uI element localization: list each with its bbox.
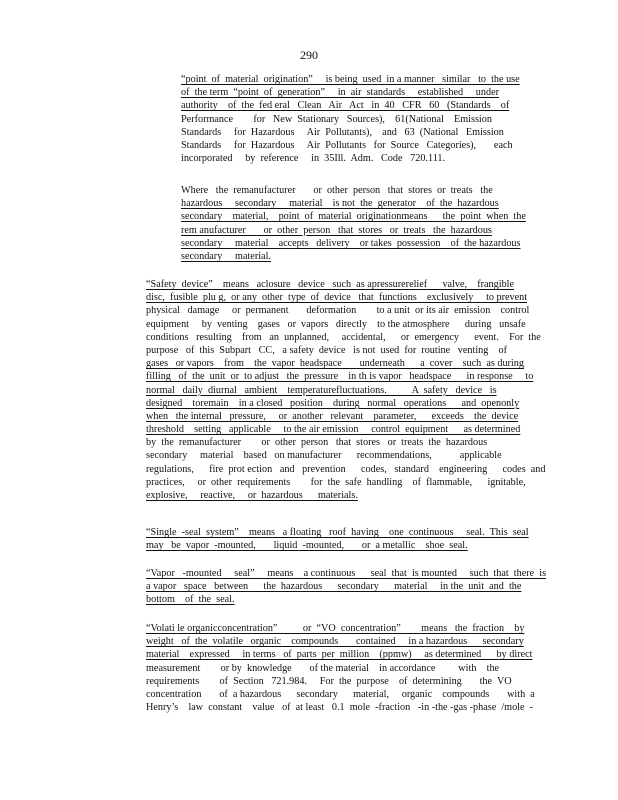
- text-line: “point of material origination” is being used in a manner similar to the use: [181, 74, 520, 85]
- text-line: concentration of a hazardous secondary material, organic compounds with a: [146, 688, 535, 700]
- text-line: weight of the volatile organic compounds contained in a hazardous secondary: [146, 636, 524, 648]
- text-line: a vapor space between the hazardous secondary material in the unit and the: [146, 581, 522, 593]
- text-line: “Safety device” means aclosure device such as apressurerelief valve, frangible: [146, 279, 515, 290]
- paragraph-point-of-material-origination: [181, 73, 543, 165]
- text-line: when the internal pressure, or another relevant parameter, exceeds the device: [146, 410, 519, 422]
- text-line: practices, or other requirements for the safe handling of flammable, ignitable,: [146, 476, 526, 488]
- text-line: equipment by venting gases or vapors directly to the atmosphere during unsafe: [146, 318, 526, 330]
- text-line: by the remanufacturer or other person that stores or treats the hazardous: [146, 437, 488, 449]
- definition-volatile-organic-concentration: [146, 622, 543, 714]
- text-line: “Volati le organicconcentration” or “VO concentration” means the fraction by: [146, 623, 525, 634]
- text-line: requirements of Section 721.984. For the purpose of determining the VO: [146, 675, 512, 687]
- text-line: hazardous secondary material is not the generator of the hazardous: [181, 198, 499, 210]
- text-line: regulations, fire prot ection and prevention codes, standard engineering codes and: [146, 463, 546, 475]
- text-line: disc, fusible plu g, or any other type of device that functions exclusively to prevent: [146, 292, 528, 304]
- text-line: gases or vapors from the vapor headspace underneath a cover such as during: [146, 358, 524, 370]
- text-line: secondary material.: [181, 250, 271, 262]
- text-line: Performance for New Stationary Sources), 61(National Emission: [181, 113, 492, 125]
- text-line: purpose of this Subpart CC, a safety device is not used for routine venting of: [146, 344, 508, 356]
- text-line: material expressed in terms of parts per million (ppmw) as determined by direct: [146, 649, 533, 661]
- text-line: incorporated by reference in 35Ill. Adm. Code 720.111.: [181, 153, 446, 165]
- text-line: secondary material accepts delivery or takes possession of the hazardous: [181, 237, 521, 249]
- page-number: 290: [300, 48, 318, 62]
- text-line: “Single -seal system” means a floating roof having one continuous seal. This seal: [146, 527, 529, 538]
- text-line: Standards for Hazardous Air Pollutants), and 63 (National Emission: [181, 126, 504, 138]
- text-line: Standards for Hazardous Air Pollutants for Source Categories), each: [181, 139, 513, 151]
- text-line: secondary material, point of material originationmeans the point when the: [181, 211, 526, 223]
- text-line: rem anufacturer or other person that stores or treats the hazardous: [181, 224, 492, 236]
- definition-safety-device: [146, 278, 546, 502]
- text-line: “Vapor -mounted seal” means a continuous seal that is mounted such that there is: [146, 568, 547, 579]
- text-line: threshold setting applicable to the air emission control equipment as determined: [146, 424, 521, 436]
- text-line: secondary material based on manufacturer recommendations, applicable: [146, 450, 502, 462]
- text-line: bottom of the seal.: [146, 594, 235, 606]
- text-line: filling of the unit or to adjust the pressure in th is vapor headspace in response to: [146, 371, 534, 383]
- text-line: Where the remanufacturer or other person that stores or treats the: [181, 185, 493, 196]
- text-line: explosive, reactive, or hazardous materials.: [146, 490, 358, 501]
- text-line: may be vapor -mounted, liquid -mounted, or a metallic shoe seal.: [146, 540, 468, 552]
- text-line: Henry’s law constant value of at least 0.1 mole -fraction -in -the -gas -phase /mole -: [146, 702, 534, 714]
- text-line: normal daily diurnal ambient temperaturefluctuations. A safety device is: [146, 384, 497, 396]
- paragraph-remanufacturer-not-generator: [181, 184, 543, 263]
- text-line: measurement or by knowledge of the material in accordance with the: [146, 662, 500, 674]
- text-line: designed toremain in a closed position during normal operations and openonly: [146, 397, 520, 409]
- text-line: of the term “point of generation” in air standards established under: [181, 87, 499, 99]
- definition-single-seal-system: [146, 526, 543, 552]
- text-line: physical damage or permanent deformation to a unit or its air emission control: [146, 305, 530, 317]
- text-line: authority of the fed eral Clean Air Act in 40 CFR 60 (Standards of: [181, 100, 510, 112]
- definition-vapor-mounted-seal: [146, 567, 547, 607]
- text-line: conditions resulting from an unplanned, accidental, or emergency event. For the: [146, 331, 541, 343]
